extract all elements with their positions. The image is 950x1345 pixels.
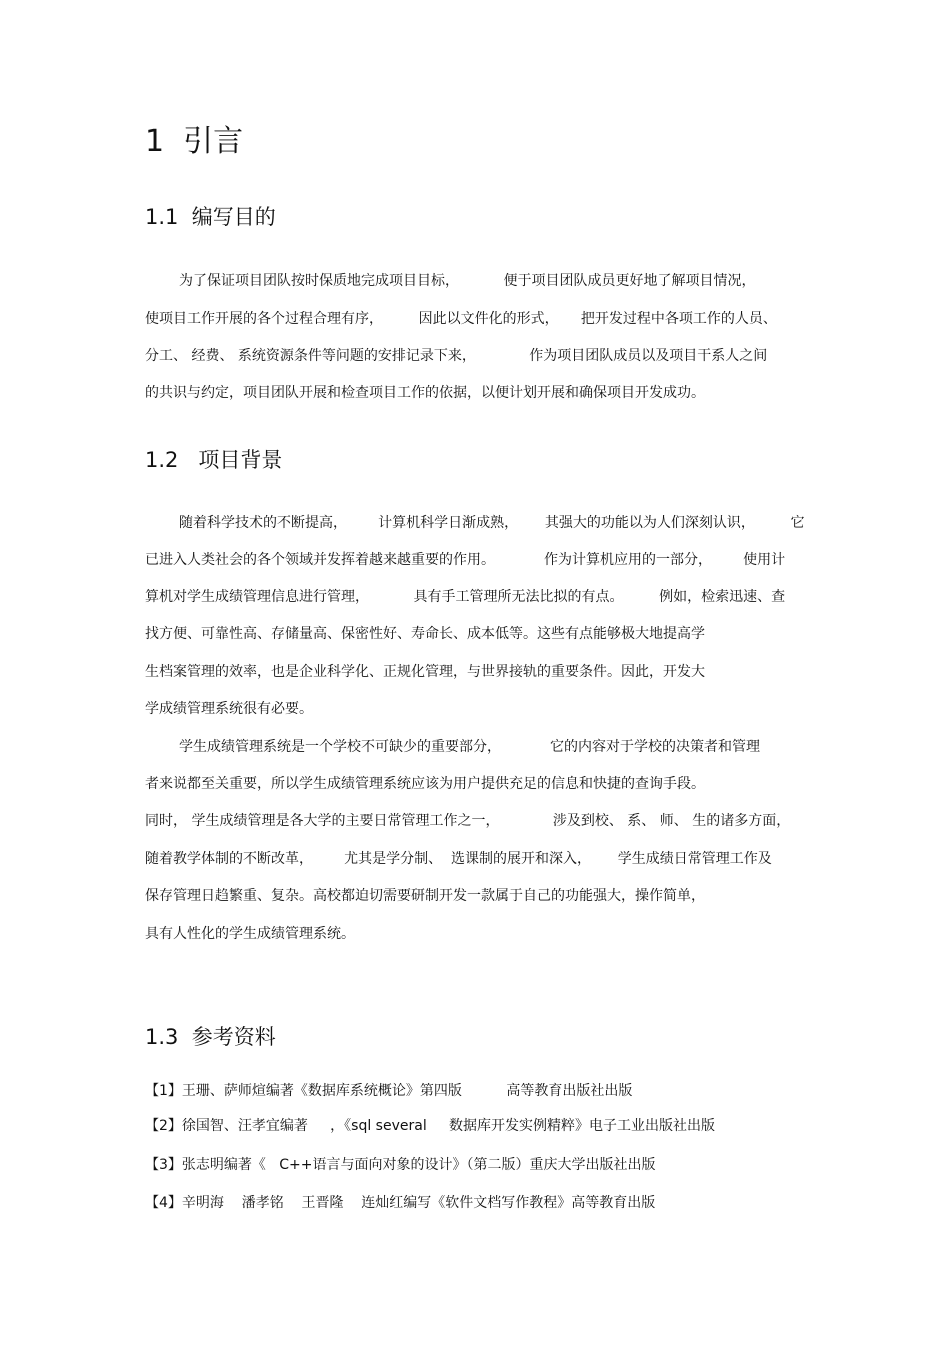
heading-1-2-background: 1.2 项目背景 bbox=[145, 448, 283, 472]
paragraph-line: 保存管理日趋繁重、复杂。高校都迫切需要研制开发一款属于自己的功能强大，操作简单， bbox=[145, 888, 705, 904]
paragraph-line: 分工、 经费、 系统资源条件等问题的安排记录下来， 作为项目团队成员以及项目干系人之间 bbox=[145, 348, 768, 364]
reference-item: 【3】张志明编著《 C++语言与面向对象的设计》（第二版）重庆大学出版社出版 bbox=[145, 1157, 656, 1173]
paragraph-line: 使项目工作开展的各个过程合理有序， 因此以文件化的形式， 把开发过程中各项工作的人员、 bbox=[145, 311, 777, 327]
reference-item: 【2】徐国智、汪孝宜编著 ，《sql several 数据库开发实例精粹》电子工业出版社出版 bbox=[145, 1118, 715, 1134]
paragraph-line: 随着教学体制的不断改革， 尤其是学分制、 选课制的展开和深入， 学生成绩日常管理工作及 bbox=[145, 851, 772, 867]
paragraph-line: 已进入人类社会的各个领域并发挥着越来越重要的作用。 作为计算机应用的一部分， 使用计 bbox=[145, 552, 786, 568]
paragraph-line: 生档案管理的效率，也是企业科学化、正规化管理，与世界接轨的重要条件。因此，开发大 bbox=[145, 664, 705, 680]
paragraph-line: 的共识与约定，项目团队开展和检查项目工作的依据，以便计划开展和确保项目开发成功。 bbox=[145, 385, 705, 401]
paragraph-line: 为了保证项目团队按时保质地完成项目目标， 便于项目团队成员更好地了解项目情况， bbox=[179, 273, 756, 289]
reference-item: 【4】辛明海 潘孝铭 王晋隆 连灿红编写《软件文档写作教程》高等教育出版 bbox=[145, 1195, 656, 1211]
paragraph-line: 算机对学生成绩管理信息进行管理， 具有手工管理所无法比拟的有点。 例如，检索迅速、查 bbox=[145, 589, 786, 605]
paragraph-line: 学成绩管理系统很有必要。 bbox=[145, 701, 313, 717]
paragraph-line: 具有人性化的学生成绩管理系统。 bbox=[145, 926, 355, 942]
paragraph-line: 同时， 学生成绩管理是各大学的主要日常管理工作之一， 涉及到校、 系、 师、 生的诸多方面， bbox=[145, 813, 791, 829]
paragraph-line: 者来说都至关重要，所以学生成绩管理系统应该为用户提供充足的信息和快捷的查询手段。 bbox=[145, 776, 705, 792]
heading-1-3-references: 1.3 参考资料 bbox=[145, 1025, 276, 1049]
heading-1-introduction: 1 引言 bbox=[145, 124, 244, 159]
paragraph-line: 学生成绩管理系统是一个学校不可缺少的重要部分， 它的内容对于学校的决策者和管理 bbox=[179, 739, 760, 755]
reference-item: 【1】王珊、萨师煊编著《数据库系统概论》第四版 高等教育出版社出版 bbox=[145, 1083, 633, 1099]
paragraph-line: 随着科学技术的不断提高， 计算机科学日渐成熟， 其强大的功能以为人们深刻认识， 它 bbox=[179, 515, 805, 531]
paragraph-line: 找方便、可靠性高、存储量高、保密性好、寿命长、成本低等。这些有点能够极大地提高学 bbox=[145, 626, 705, 642]
heading-1-1-purpose: 1.1 编写目的 bbox=[145, 205, 276, 229]
